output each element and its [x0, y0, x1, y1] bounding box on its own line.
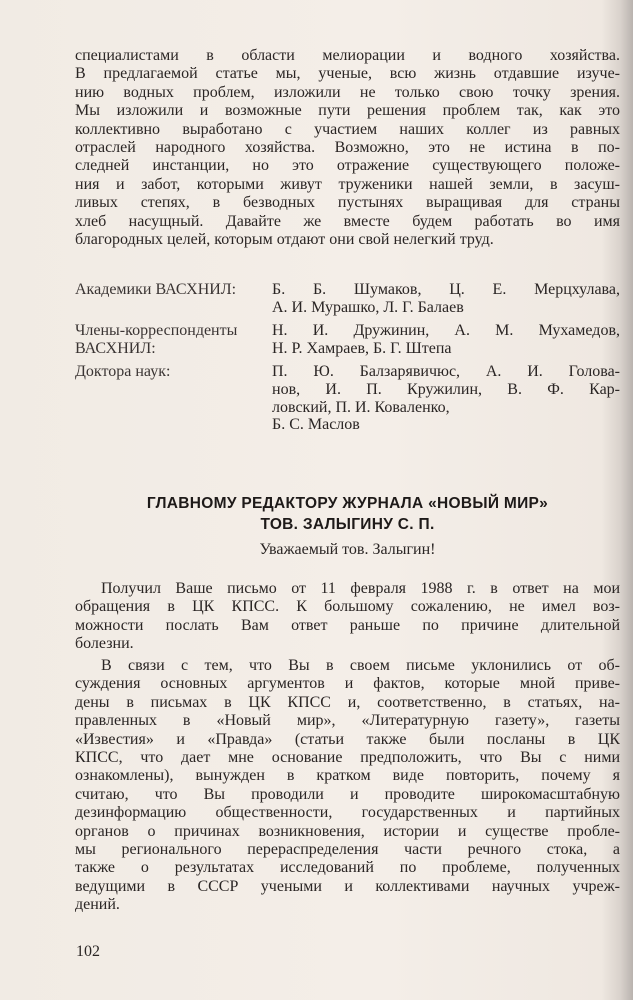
names-line: Б. Б. Шумаков, Ц. Е. Мерцхулава, — [272, 281, 620, 298]
names-line: нов, И. П. Кружилин, В. Ф. Кар- — [272, 380, 620, 398]
signatory-label: Члены-корреспонденты ВАСХНИЛ: — [75, 322, 238, 357]
text-line: мы регионального перераспределения части речного стока, а — [75, 840, 620, 858]
text-line: обращения в ЦК КПСС. К большому сожалению, не имел воз- — [75, 598, 620, 616]
text-line: дений. — [75, 896, 120, 914]
text-line: правленных в «Новый мир», «Литературную газету», газеты — [75, 712, 620, 730]
text-line: ния и забот, которыми живут труженики нашей земли, в засуш- — [75, 175, 620, 193]
names-line: Н. И. Дружинин, А. М. Мухамедов, — [272, 322, 620, 340]
text-line: благородных целей, которым отдают они свой нелегкий труд. — [75, 230, 494, 248]
text-line: болезни. — [75, 635, 134, 653]
signatory-names — [272, 363, 620, 433]
signatory-label: Академики ВАСХНИЛ: — [75, 281, 237, 298]
signatories — [75, 281, 620, 440]
letter-paragraph-2 — [75, 657, 620, 914]
text-line: органов о причинах возникновения, истории и существе пробле- — [75, 822, 620, 840]
text-line: можности послать Вам ответ раньше по причине длительной — [75, 616, 620, 634]
text-line: нию водных проблем, изложили не только свою точку зрения. — [75, 83, 620, 101]
text-line: Мы изложили и возможные пути решения проблем так, как это — [75, 102, 620, 120]
letter-heading — [75, 493, 620, 535]
letter-paragraph-1 — [75, 580, 620, 654]
text-line: ливых степях, в безводных пустынях выращивая для страны — [75, 194, 620, 212]
text-line: суждения основных аргументов и фактов, которые мной приве- — [75, 675, 620, 693]
text-line: следней инстанции, но это отражение существующего положе- — [75, 157, 620, 175]
text-line: отраслей народного хозяйства. Возможно, это не истина в по- — [75, 138, 620, 156]
intro-paragraph — [75, 47, 620, 249]
text-line: ведущими в СССР учеными и коллективами научных учреж- — [75, 877, 620, 895]
text-line: также о результатах исследований по проблеме, полученных — [75, 859, 620, 877]
names-line: А. И. Мурашко, Л. Г. Балаев — [272, 298, 464, 316]
signatory-names — [272, 322, 620, 357]
heading-line: ТОВ. ЗАЛЫГИНУ С. П. — [260, 516, 435, 533]
text-line: дены в письмах в ЦК КПСС и, соответственно, в статьях, на- — [75, 693, 620, 711]
text-line: считаю, что Вы проводили и проводите широкомасштабную — [75, 785, 620, 803]
text-line: дезинформацию общественности, государственных и партийных — [75, 804, 620, 822]
page-number: 102 — [76, 943, 100, 960]
text-line: ознакомлены), вынужден в кратком виде повторить, почему я — [75, 767, 620, 785]
text-line: коллективно выработано с участием наших коллег из равных — [75, 120, 620, 138]
names-line: П. Ю. Балзарявичюс, А. И. Голова- — [272, 363, 620, 381]
greeting: Уважаемый тов. Залыгин! — [259, 541, 436, 558]
names-line: Б. С. Маслов — [272, 416, 360, 434]
signatory-group — [75, 281, 620, 316]
text-line: хлеб насущный. Давайте же вместе будем работать во имя — [75, 212, 620, 230]
signatory-group — [75, 322, 620, 357]
signatory-group — [75, 363, 620, 433]
heading-line: ГЛАВНОМУ РЕДАКТОРУ ЖУРНАЛА «НОВЫЙ МИР» — [146, 495, 549, 512]
text-line: В предлагаемой статье мы, ученые, всю жизнь отдавшие изуче- — [75, 65, 620, 83]
signatory-label: Доктора наук: — [75, 363, 171, 381]
text-line: КПСС, что дает мне основание предположить, что Вы с ними — [75, 748, 620, 766]
names-line: ловский, П. И. Коваленко, — [272, 398, 450, 416]
signatory-names — [272, 281, 620, 316]
text-line: В связи с тем, что Вы в своем письме уклонились от об- — [101, 657, 620, 674]
text-line: Получил Ваше письмо от 11 февраля 1988 г. в ответ на мои — [101, 580, 620, 597]
text-line: специалистами в области мелиорации и водного хозяйства. — [75, 47, 620, 64]
text-line: «Известия» и «Правда» (статьи также были посланы в ЦК — [75, 730, 620, 748]
names-line: Н. Р. Хамраев, Б. Г. Штепа — [272, 339, 452, 357]
